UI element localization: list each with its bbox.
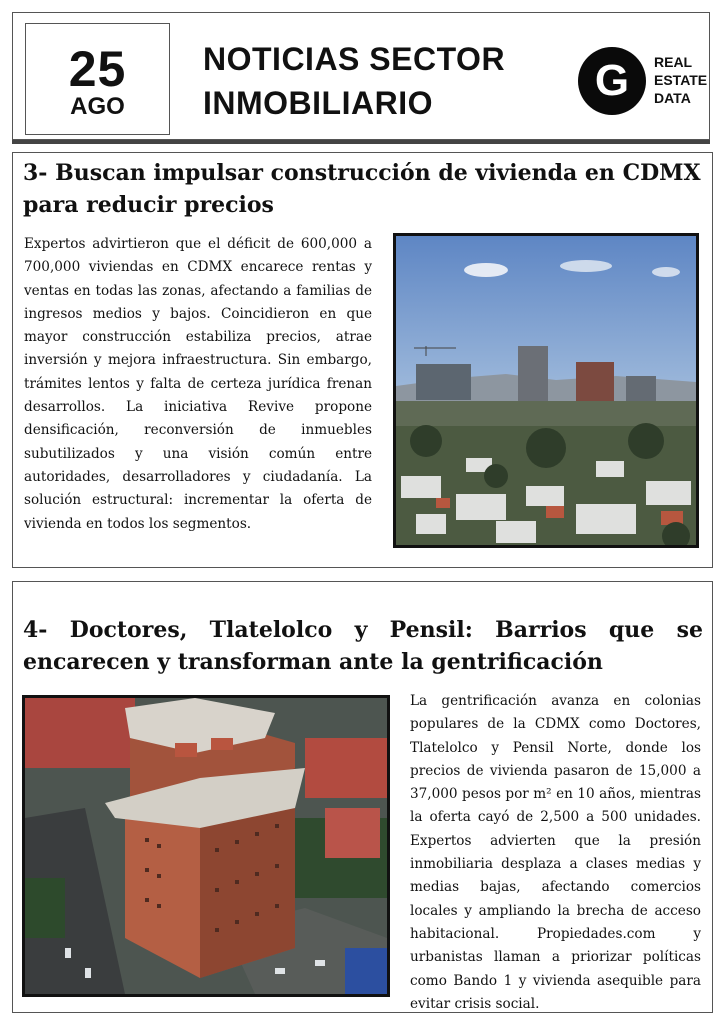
article-card <box>12 581 713 1013</box>
article-title: 3- Buscan impulsar construcción de vivienda en CDMX para reducir precios <box>23 160 701 218</box>
city-skyline-image <box>396 236 696 545</box>
logo-word-2: ESTATE <box>654 72 708 88</box>
tower-aerial-photo <box>22 695 390 997</box>
date-day: 25 <box>68 41 127 97</box>
page-title-line-2: INMOBILIARIO <box>203 85 433 121</box>
city-skyline-photo <box>393 233 699 548</box>
date-badge <box>25 23 170 135</box>
article-title: 4- Doctores, Tlatelolco y Pensil: Barrios que se encarecen y transforman ante la gentrificación <box>23 617 703 675</box>
page-title <box>203 37 563 125</box>
article-body: La gentrificación avanza en colonias populares de la CDMX como Doctores, Tlatelolco y Pensil Norte, donde los precios de vivienda pasaron de 15,000 a 37,000 pesos por m² en 10 años, mientras la oferta cayó de 2,500 a 500 unidades. Expertos advierten que la presión inmobiliaria desplaza a clases medias y medias bajas, afectando comercios locales y ampliando la brecha de acceso habitacional. Propiedades.com y urbanistas llaman a priorizar políticas como Bando 1 y vivienda asequible para evitar crisis social. <box>410 693 701 1012</box>
article-body: Expertos advirtieron que el déficit de 600,000 a 700,000 viviendas en CDMX encarece rentas y ventas en todas las zonas, afectando a familias de ingresos medios y bajos. Coincidieron en que mayor construcción estabiliza precios, atrae inversión y mejora infraestructura. Sin embargo, trámites lentos y falta de certeza jurídica frenan desarrollos. La iniciativa Revive propone densificación, reconversión de inmuebles subutilizados y una visión común entre autoridades, desarrolladores y ciudadanía. La solución estructural: incrementar la oferta de vivienda en todos los segmentos. <box>24 236 372 532</box>
header-box <box>12 12 710 140</box>
page-title-line-1: NOTICIAS SECTOR <box>203 41 506 77</box>
brand-logo <box>578 47 708 115</box>
logo-word-3: DATA <box>654 90 691 106</box>
header-divider <box>12 140 710 144</box>
logo-wordmark <box>654 53 714 107</box>
date-month: AGO <box>70 93 125 120</box>
logo-g-icon: G <box>578 47 646 115</box>
logo-word-1: REAL <box>654 54 693 70</box>
tower-aerial-image <box>25 698 387 994</box>
article-card <box>12 152 713 568</box>
